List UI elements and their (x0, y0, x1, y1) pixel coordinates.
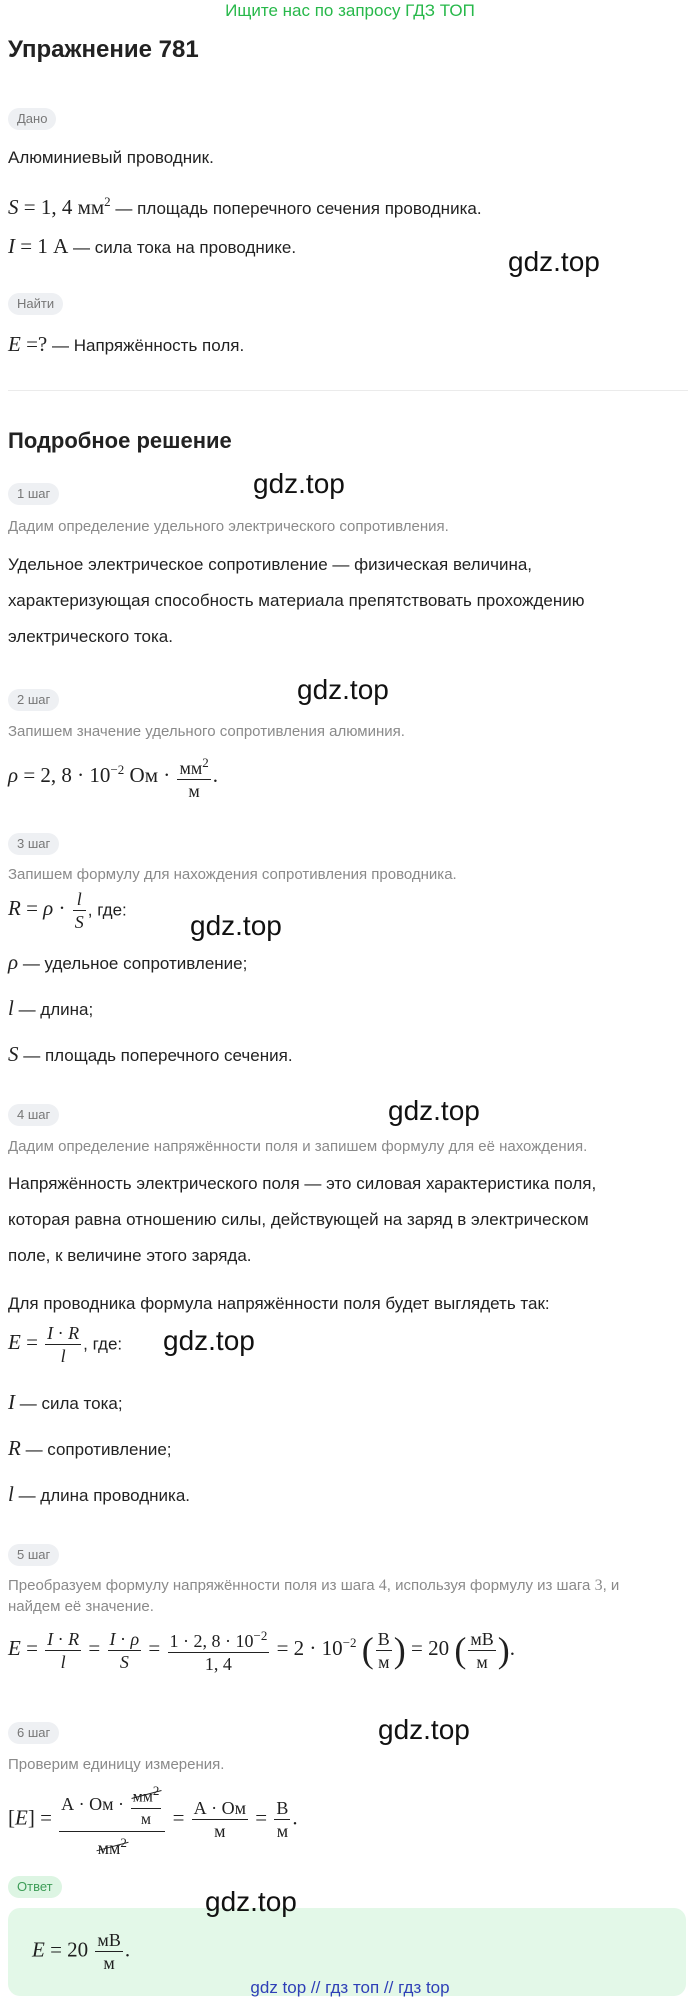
step4-def-2: R — сопротивление; (8, 1436, 172, 1460)
step3-formula: R = ρ · $\frac{l}{S}$ , где: (8, 889, 127, 932)
step4-formula: E = $\frac{I \cdot R}{l}$ , где: (8, 1323, 123, 1366)
given-badge: Дано (8, 108, 56, 130)
step4-line-1: Напряжённость электрического поля — это силовая характеристика поля, (8, 1174, 597, 1193)
step3-def-2: l — длина; (8, 996, 94, 1020)
step3-hint: Запишем формулу для нахождения сопротивления проводника. (8, 866, 457, 883)
step5-hint-part: найдем её значение. (8, 1598, 154, 1615)
find-line (8, 326, 244, 364)
step4-where: , где: (83, 1334, 123, 1354)
footer-links[interactable]: gdz top // гдз топ // гдз top (250, 1978, 450, 1997)
current-formula: I = 1 А (8, 234, 69, 258)
ir-over-l-fraction: $\frac{I \cdot R}{l}$ (47, 1323, 80, 1366)
area-formula: S = 1, 4 $мм^2$ (8, 194, 111, 219)
divider (8, 390, 688, 391)
step1-hint: Дадим определение удельного электрического сопротивления. (8, 518, 449, 535)
step5-hint: Преобразуем формулу напряжённости поля из шага 4, используя формулу из шага 3, и найдем её значение. (8, 1577, 620, 1615)
given-current (8, 228, 296, 266)
step3-def-3: S — площадь поперечного сечения. (8, 1042, 293, 1066)
step1-badge: 1 шаг (8, 483, 59, 505)
top-banner: Ищите нас по запросу ГДЗ ТОП (225, 1, 475, 20)
step5-hint-part: , и (602, 1577, 620, 1594)
answer-badge: Ответ (8, 1876, 62, 1898)
step2-hint: Запишем значение удельного сопротивления алюминия. (8, 723, 405, 740)
step3-where: , где: (87, 900, 127, 920)
step4-def-label: — сопротивление; (25, 1440, 172, 1459)
step6-hint: Проверим единицу измерения. (8, 1756, 225, 1773)
step1-line-2: характеризующая способность материала препятствовать прохождению (8, 591, 585, 610)
step1-line-3: электрического тока. (8, 627, 173, 646)
step3-def-label: — длина; (18, 1000, 94, 1019)
l-over-s-fraction: $\frac{l}{S}$ (74, 889, 84, 932)
page-title: Упражнение 781 (8, 36, 199, 63)
given-area-label: — площадь поперечного сечения проводника. (115, 199, 482, 218)
step3-def-1: ρ — удельное сопротивление; (8, 950, 248, 974)
watermark: gdz.top (508, 246, 600, 277)
watermark: gdz.top (163, 1325, 255, 1356)
watermark: gdz.top (297, 674, 389, 705)
step4-line-2: которая равна отношению силы, действующей на заряд в электрическом (8, 1210, 589, 1229)
given-area (8, 184, 482, 227)
step3-def-label: — площадь поперечного сечения. (23, 1046, 293, 1065)
watermark: gdz.top (205, 1886, 297, 1917)
step1-line-1: Удельное электрическое сопротивление — физическая величина, (8, 555, 533, 574)
step4-formula-intro: Для проводника формула напряжённости поля будет выглядеть так: (8, 1294, 550, 1313)
step2-badge: 2 шаг (8, 689, 59, 711)
step2-formula: ρ = 2, $8 \cdot 10^{-2}$ Ом · $\frac{мм^2}{м}$ . (8, 752, 218, 802)
find-label: — Напряжённость поля. (51, 336, 245, 355)
unit-fraction: $\frac{мм^2}{м}$ (177, 752, 210, 802)
step3-badge: 3 шаг (8, 833, 59, 855)
step4-def-1: I — сила тока; (8, 1390, 123, 1414)
step5-badge: 5 шаг (8, 1544, 59, 1566)
step5-hint-part: , используя формулу из шага (386, 1577, 591, 1594)
step5-formula: E = $\frac{I \cdot R}{l}$ = $\frac{I \cdot \rho}{S}$ = $\frac{1 \cdot 2, 8 \cdot 10^{-2}}{1, 4}$ = $2 \cdot 10^{-2}$ ( $\frac{В}{м}$ ) = 20 ( $\frac{мВ}{м}$ ). (8, 1625, 515, 1675)
step4-def-label: — длина проводника. (18, 1486, 191, 1505)
step6-badge: 6 шаг (8, 1722, 59, 1744)
watermark: gdz.top (378, 1714, 470, 1745)
find-formula: E =? (8, 332, 48, 356)
step4-line-3: поле, к величине этого заряда. (8, 1246, 252, 1265)
step6-formula: [E] = А · Ом · $\frac{мм^2}{м}$ $мм^2$ = $\frac{А \cdot Ом}{м}$ = $\frac{В}{м}$ . (8, 1780, 298, 1859)
solution-title: Подробное решение (8, 428, 232, 453)
given-material: Алюминиевый проводник. (8, 148, 214, 167)
step4-badge: 4 шаг (8, 1104, 59, 1126)
given-current-label: — сила тока на проводнике. (73, 238, 297, 257)
watermark: gdz.top (388, 1095, 480, 1126)
step5-hint-part: Преобразуем формулу напряжённости поля из шага (8, 1577, 375, 1594)
answer-formula: E = 20 $\frac{мВ}{м}$ . (32, 1930, 131, 1973)
step4-hint: Дадим определение напряжённости поля и запишем формулу для её нахождения. (8, 1138, 588, 1155)
watermark: gdz.top (190, 910, 282, 941)
watermark: gdz.top (253, 468, 345, 499)
step4-def-label: — сила тока; (19, 1394, 123, 1413)
find-badge: Найти (8, 293, 63, 315)
step4-def-3: l — длина проводника. (8, 1482, 191, 1506)
step3-def-label: — удельное сопротивление; (22, 954, 248, 973)
